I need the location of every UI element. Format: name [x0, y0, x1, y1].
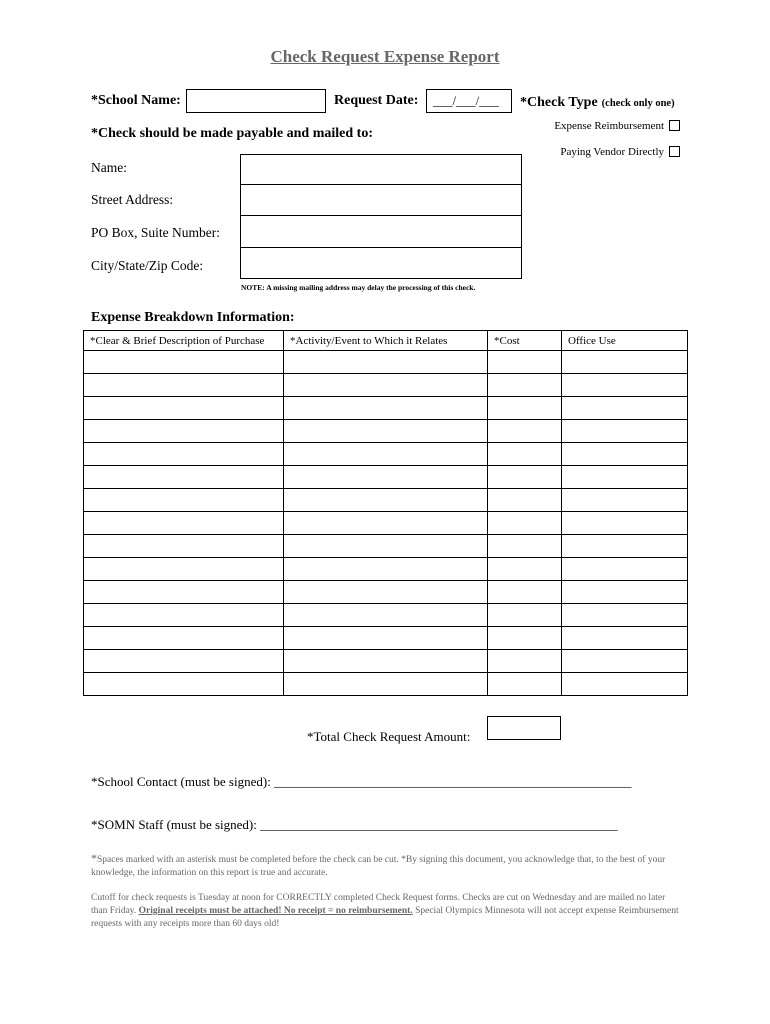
footer-para-2-start: Cutoff for check requests is Tuesday at noon for CORRECTLY completed Check Request forms. Checks are cut on Wednesday and are mailed no later than Friday. [91, 893, 666, 916]
payee-name-field[interactable] [240, 154, 522, 185]
cost-cell[interactable] [488, 351, 562, 374]
request-date-field[interactable]: ___/___/___ [426, 89, 512, 113]
office-use-cell[interactable] [562, 420, 688, 443]
description-cell[interactable] [84, 351, 284, 374]
cost-cell[interactable] [488, 489, 562, 512]
cost-cell[interactable] [488, 627, 562, 650]
activity-cell[interactable] [284, 397, 488, 420]
footer-para-1: Spaces marked with an asterisk must be completed before the check can be cut. *By signing this document, you acknowledge that, to the best of your knowledge, the information on this report is true and accurate. [91, 855, 666, 878]
footer-receipt-warning: Original receipts must be attached! No receipt = no reimbursement. [138, 906, 413, 916]
cost-cell[interactable] [488, 397, 562, 420]
office-use-cell[interactable] [562, 351, 688, 374]
activity-cell[interactable] [284, 558, 488, 581]
footer-asterisk: * [91, 851, 97, 865]
street-label: Street Address: [91, 192, 174, 207]
description-cell[interactable] [84, 581, 284, 604]
activity-cell[interactable] [284, 466, 488, 489]
activity-cell[interactable] [284, 581, 488, 604]
office-use-cell[interactable] [562, 443, 688, 466]
cost-cell[interactable] [488, 581, 562, 604]
cost-cell[interactable] [488, 420, 562, 443]
cost-cell[interactable] [488, 650, 562, 673]
description-cell[interactable] [84, 604, 284, 627]
footer-note-1 [91, 852, 681, 880]
table-row [84, 466, 688, 489]
office-use-cell[interactable] [562, 512, 688, 535]
expense-table [83, 330, 688, 696]
city-label: City/State/Zip Code: [91, 258, 204, 273]
description-cell[interactable] [84, 443, 284, 466]
table-row [84, 604, 688, 627]
description-cell[interactable] [84, 512, 284, 535]
activity-cell[interactable] [284, 535, 488, 558]
request-date-label: Request Date: [334, 93, 419, 108]
payable-heading: *Check should be made payable and mailed to: [91, 126, 373, 141]
table-row [84, 374, 688, 397]
page-title: Check Request Expense Report [270, 47, 500, 66]
check-type-heading [520, 93, 675, 111]
office-use-cell[interactable] [562, 581, 688, 604]
table-row [84, 397, 688, 420]
name-label: Name: [91, 160, 127, 175]
activity-cell[interactable] [284, 489, 488, 512]
pobox-label: PO Box, Suite Number: [91, 225, 221, 240]
table-row [84, 673, 688, 696]
table-row [84, 443, 688, 466]
footer-para-2-end: Special Olympics Minnesota will not accept expense Reimbursement requests with any receipts more than 60 days old! [91, 906, 679, 929]
office-use-cell[interactable] [562, 397, 688, 420]
office-use-cell[interactable] [562, 673, 688, 696]
description-cell[interactable] [84, 420, 284, 443]
table-row [84, 558, 688, 581]
table-row [84, 351, 688, 374]
somn-staff-signature[interactable]: *SOMN Staff (must be signed): _______________________________________________________ [91, 817, 618, 832]
office-use-cell[interactable] [562, 535, 688, 558]
city-state-zip-field[interactable] [240, 247, 522, 279]
cost-cell[interactable] [488, 466, 562, 489]
col-office-use: Office Use [562, 331, 688, 351]
option-reimbursement-label: Expense Reimbursement [554, 120, 664, 132]
reimbursement-checkbox[interactable] [669, 120, 680, 131]
office-use-cell[interactable] [562, 374, 688, 397]
expense-header-row [84, 331, 688, 351]
activity-cell[interactable] [284, 673, 488, 696]
description-cell[interactable] [84, 558, 284, 581]
office-use-cell[interactable] [562, 604, 688, 627]
office-use-cell[interactable] [562, 558, 688, 581]
description-cell[interactable] [84, 650, 284, 673]
table-row [84, 489, 688, 512]
cost-cell[interactable] [488, 604, 562, 627]
description-cell[interactable] [84, 466, 284, 489]
check-type-hint: (check only one) [601, 98, 675, 109]
office-use-cell[interactable] [562, 466, 688, 489]
activity-cell[interactable] [284, 351, 488, 374]
activity-cell[interactable] [284, 627, 488, 650]
col-cost: *Cost [488, 331, 562, 351]
cost-cell[interactable] [488, 443, 562, 466]
description-cell[interactable] [84, 374, 284, 397]
col-activity: *Activity/Event to Which it Relates [284, 331, 488, 351]
description-cell[interactable] [84, 673, 284, 696]
description-cell[interactable] [84, 535, 284, 558]
description-cell[interactable] [84, 397, 284, 420]
office-use-cell[interactable] [562, 627, 688, 650]
activity-cell[interactable] [284, 604, 488, 627]
cost-cell[interactable] [488, 512, 562, 535]
street-address-field[interactable] [240, 184, 522, 216]
activity-cell[interactable] [284, 443, 488, 466]
cost-cell[interactable] [488, 535, 562, 558]
option-vendor-label: Paying Vendor Directly [560, 146, 664, 158]
table-row [84, 581, 688, 604]
option-vendor[interactable] [560, 142, 680, 160]
cost-cell[interactable] [488, 558, 562, 581]
table-row [84, 535, 688, 558]
activity-cell[interactable] [284, 512, 488, 535]
school-contact-signature[interactable]: *School Contact (must be signed): _______________________________________________________ [91, 774, 632, 789]
pobox-field[interactable] [240, 215, 522, 248]
footer-note-2 [91, 892, 681, 931]
option-reimbursement[interactable] [554, 116, 680, 134]
cost-cell[interactable] [488, 374, 562, 397]
cost-cell[interactable] [488, 673, 562, 696]
school-name-field[interactable] [186, 89, 326, 113]
office-use-cell[interactable] [562, 650, 688, 673]
total-amount-field[interactable] [487, 716, 561, 740]
table-row [84, 420, 688, 443]
description-cell[interactable] [84, 489, 284, 512]
table-row [84, 627, 688, 650]
mailing-note: NOTE: A missing mailing address may delay the processing of this check. [241, 283, 476, 292]
activity-cell[interactable] [284, 650, 488, 673]
activity-cell[interactable] [284, 420, 488, 443]
expense-heading: Expense Breakdown Information: [91, 310, 295, 325]
table-row [84, 650, 688, 673]
activity-cell[interactable] [284, 374, 488, 397]
office-use-cell[interactable] [562, 489, 688, 512]
vendor-checkbox[interactable] [669, 146, 680, 157]
total-label: *Total Check Request Amount: [307, 729, 471, 744]
check-type-label: *Check Type [520, 95, 598, 110]
school-name-label: *School Name: [91, 93, 181, 108]
col-description: *Clear & Brief Description of Purchase [84, 331, 284, 351]
description-cell[interactable] [84, 627, 284, 650]
table-row [84, 512, 688, 535]
